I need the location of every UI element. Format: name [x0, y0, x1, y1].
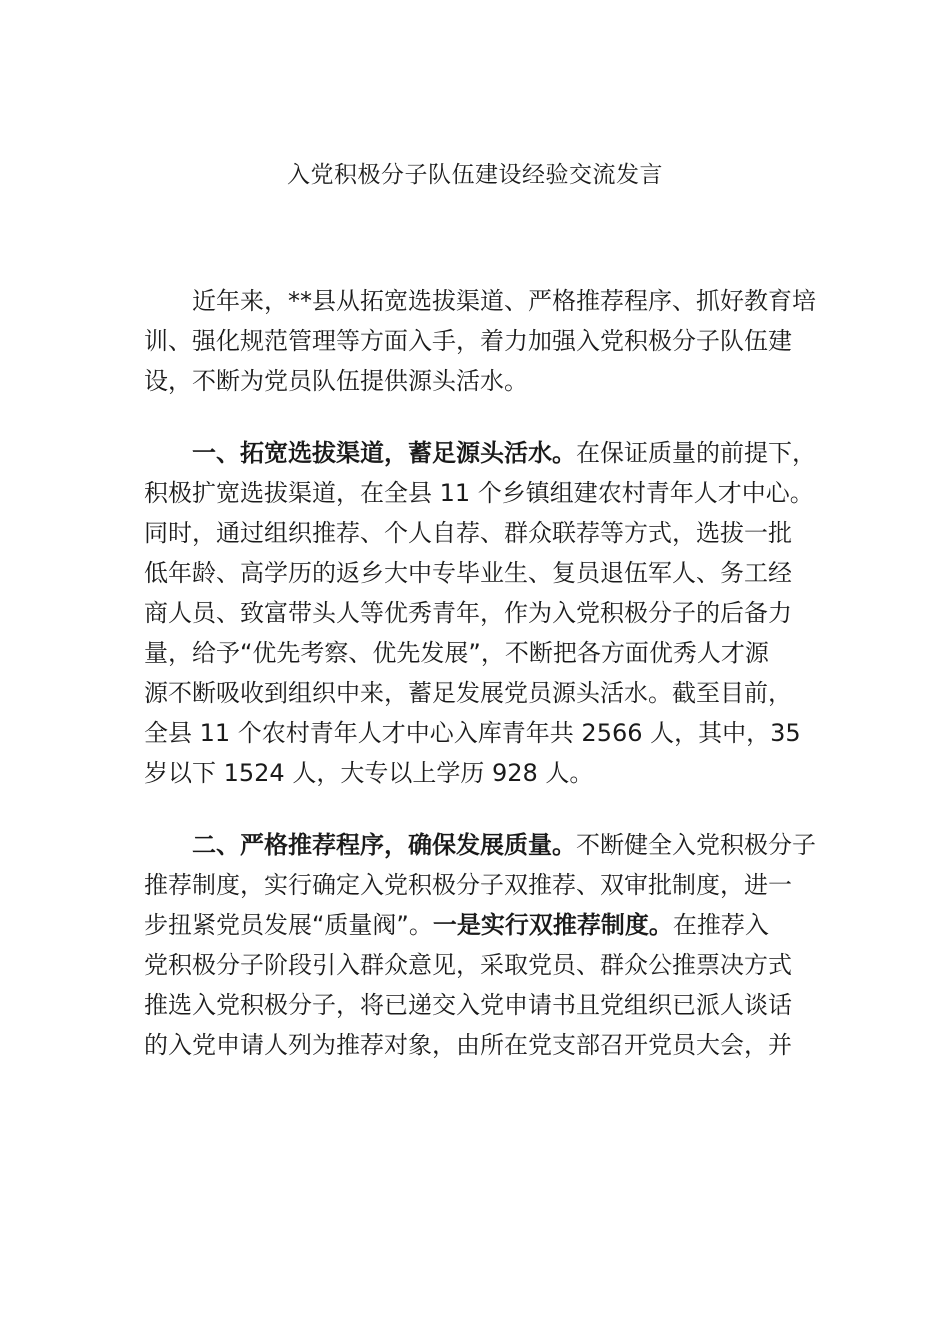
intro-line: 近年来，**县从拓宽选拔渠道、严格推荐程序、抓好教育培: [192, 287, 816, 315]
section-2-heading: 二、严格推荐程序，确保发展质量。: [192, 831, 576, 859]
section-2-line: 党积极分子阶段引入群众意见，采取党员、群众公推票决方式: [144, 951, 792, 979]
section-1-line: 岁以下 1524 人，大专以上学历 928 人。: [144, 759, 594, 787]
section-1-line: 源不断吸收到组织中来，蓄足发展党员源头活水。截至目前，: [144, 679, 792, 707]
section-2-line: 的入党申请人列为推荐对象，由所在党支部召开党员大会，并: [144, 1031, 792, 1059]
document-title: 入党积极分子队伍建设经验交流发言: [287, 162, 663, 188]
intro-line: 设，不断为党员队伍提供源头活水。: [144, 367, 528, 395]
section-2-line-text: 在推荐入: [672, 911, 769, 939]
document-body: [144, 281, 816, 1097]
intro-paragraph: [144, 281, 816, 401]
intro-line: 训、强化规范管理等方面入手，着力加强入党积极分子队伍建: [144, 327, 792, 355]
section-2-subheading: 一是实行双推荐制度。: [432, 911, 673, 939]
section-2-line: 推荐制度，实行确定入党积极分子双推荐、双审批制度，进一: [144, 871, 792, 899]
section-2-paragraph: [144, 825, 816, 1065]
section-1-first-line-text: 在保证质量的前提下，: [576, 439, 816, 467]
section-1-heading: 一、拓宽选拔渠道，蓄足源头活水。: [192, 439, 576, 467]
section-2-line: [144, 905, 808, 945]
section-1-line: 积极扩宽选拔渠道，在全县 11 个乡镇组建农村青年人才中心。: [144, 479, 814, 507]
section-1-line: 全县 11 个农村青年人才中心入库青年共 2566 人，其中，35: [144, 719, 801, 747]
section-1-line: 同时，通过组织推荐、个人自荐、群众联荐等方式，选拔一批: [144, 519, 792, 547]
section-1-line: 低年龄、高学历的返乡大中专毕业生、复员退伍军人、务工经: [144, 559, 792, 587]
section-1-line: 商人员、致富带头人等优秀青年，作为入党积极分子的后备力: [144, 599, 792, 627]
section-2-first-line: [144, 825, 816, 865]
section-2-line: 推选入党积极分子，将已递交入党申请书且党组织已派人谈话: [144, 991, 792, 1019]
section-2-first-line-text: 不断健全入党积极分子: [576, 831, 816, 859]
section-2-line-text: 步扭紧党员发展“质量阀”。: [144, 911, 433, 939]
section-1-first-line: [144, 433, 816, 473]
section-1-paragraph: [144, 433, 816, 793]
section-1-line: 量，给予“优先考察、优先发展”，不断把各方面优秀人才源: [144, 639, 769, 667]
